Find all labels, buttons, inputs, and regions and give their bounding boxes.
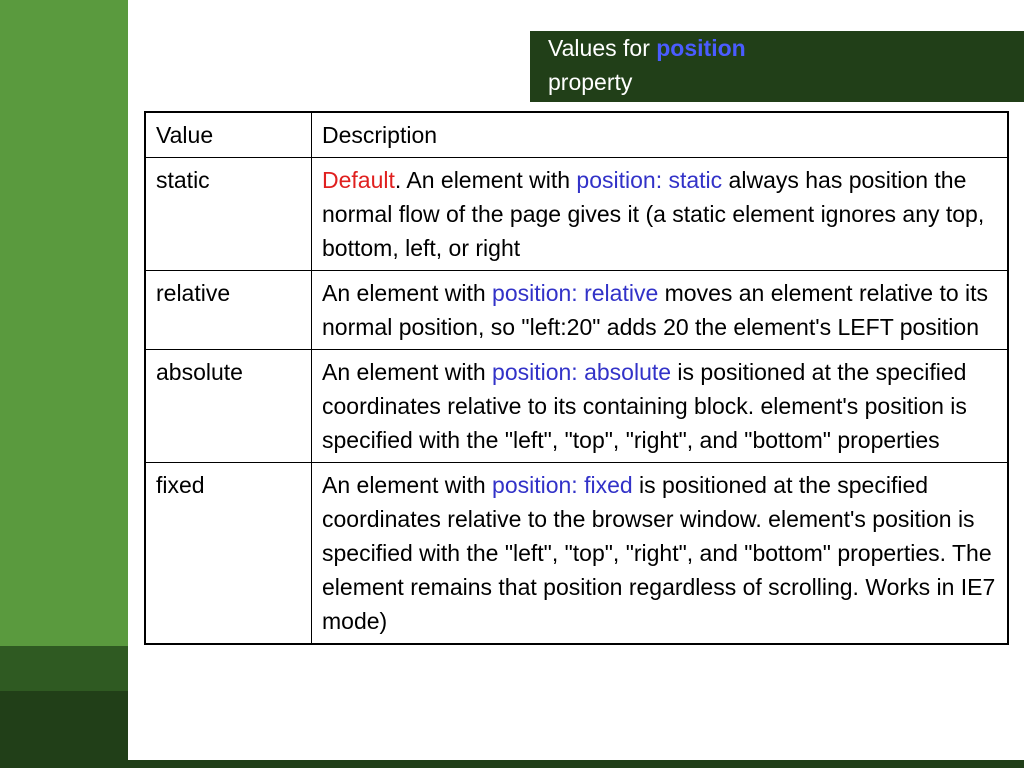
sidebar-band-bottom (0, 691, 128, 768)
description-text: moves an element relative to its normal position, so "left:20" adds 20 the element's LEFT position (322, 280, 989, 340)
code-snippet: position: static (576, 167, 723, 193)
sidebar-band-mid (0, 646, 128, 691)
description-cell (312, 350, 1009, 463)
title-prefix: Values for (548, 35, 657, 61)
table-row (145, 350, 1008, 463)
description-text: An element with (322, 472, 493, 498)
value-cell: fixed (145, 463, 312, 645)
position-values-table (144, 111, 1009, 645)
description-text: An element with (322, 280, 493, 306)
description-cell (312, 158, 1009, 271)
title-line (548, 31, 808, 99)
description-text: An element with (322, 359, 493, 385)
header-description: Description (312, 112, 1009, 158)
description-text: always has position the normal flow of the page gives it (a static element ignores any top, bottom, left, or right (322, 167, 985, 261)
code-snippet: position: fixed (492, 472, 633, 498)
title-suffix: property (548, 69, 633, 95)
description-cell (312, 463, 1009, 645)
description-text: is positioned at the specified coordinates relative to the browser window. element's position is specified with the "left", "top", "right", and "bottom" properties. The element remains that position regardless of scrolling. Works in IE7 mode) (322, 472, 996, 634)
table-row (145, 463, 1008, 645)
table-row (145, 271, 1008, 350)
header-value: Value (145, 112, 312, 158)
value-cell: relative (145, 271, 312, 350)
slide-title (530, 31, 1024, 102)
value-cell: static (145, 158, 312, 271)
code-snippet: position: relative (492, 280, 659, 306)
description-text: . An element with (394, 167, 577, 193)
table-header-row (145, 112, 1008, 158)
table-row (145, 158, 1008, 271)
code-snippet: position: absolute (492, 359, 672, 385)
description-cell (312, 271, 1009, 350)
default-label: Default (322, 167, 395, 193)
title-keyword: position (656, 35, 746, 61)
description-text: is positioned at the specified coordinates relative to its containing block. element's position is specified with the "left", "top", "right", and "bottom" properties (322, 359, 967, 453)
value-cell: absolute (145, 350, 312, 463)
bottom-strip (128, 760, 1024, 768)
